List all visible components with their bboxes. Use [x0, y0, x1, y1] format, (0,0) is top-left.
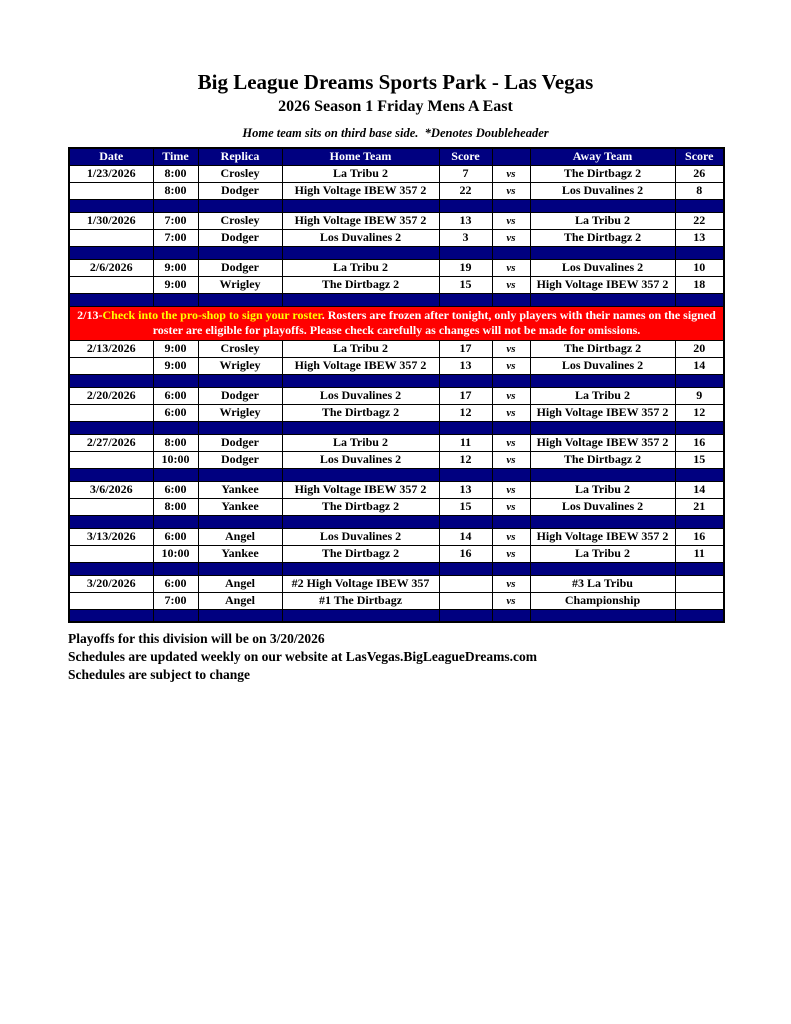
home-team-cell: La Tribu 2	[282, 259, 439, 276]
game-row	[69, 545, 724, 562]
away-team-cell: The Dirtbagz 2	[530, 340, 675, 357]
home-score-cell: 12	[439, 451, 492, 468]
separator-cell	[492, 562, 530, 575]
away-score-cell: 14	[675, 481, 724, 498]
separator-cell	[282, 421, 439, 434]
separator-cell	[675, 421, 724, 434]
game-row	[69, 481, 724, 498]
game-row	[69, 498, 724, 515]
home-team-cell: Los Duvalines 2	[282, 229, 439, 246]
separator-cell	[439, 421, 492, 434]
replica-cell: Angel	[198, 575, 282, 592]
separator-cell	[198, 246, 282, 259]
away-team-cell: Los Duvalines 2	[530, 357, 675, 374]
time-cell: 6:00	[153, 481, 198, 498]
separator-row	[69, 293, 724, 306]
separator-cell	[675, 293, 724, 306]
separator-cell	[153, 562, 198, 575]
separator-cell	[439, 199, 492, 212]
away-team-cell: La Tribu 2	[530, 212, 675, 229]
home-team-cell: The Dirtbagz 2	[282, 276, 439, 293]
vs-cell: vs	[492, 229, 530, 246]
separator-cell	[153, 515, 198, 528]
home-score-cell: 15	[439, 498, 492, 515]
date-cell: 2/27/2026	[69, 434, 153, 451]
away-score-cell: 26	[675, 165, 724, 182]
away-score-cell: 18	[675, 276, 724, 293]
separator-cell	[492, 515, 530, 528]
home-score-cell: 11	[439, 434, 492, 451]
separator-row	[69, 199, 724, 212]
time-cell: 9:00	[153, 357, 198, 374]
schedule-body	[69, 165, 724, 622]
vs-cell: vs	[492, 340, 530, 357]
away-team-cell: The Dirtbagz 2	[530, 451, 675, 468]
footer-website-line: Schedules are updated weekly on our website at LasVegas.BigLeagueDreams.com	[68, 649, 538, 665]
replica-cell: Yankee	[198, 481, 282, 498]
separator-cell	[439, 246, 492, 259]
game-row	[69, 182, 724, 199]
page-subtitle: 2026 Season 1 Friday Mens A East	[278, 98, 513, 116]
separator-row	[69, 374, 724, 387]
away-score-cell: 14	[675, 357, 724, 374]
separator-cell	[492, 421, 530, 434]
separator-row	[69, 421, 724, 434]
time-cell: 10:00	[153, 451, 198, 468]
home-team-cell: High Voltage IBEW 357 2	[282, 182, 439, 199]
time-cell: 8:00	[153, 165, 198, 182]
replica-cell: Crosley	[198, 212, 282, 229]
separator-cell	[69, 293, 153, 306]
header-date: Date	[69, 148, 153, 165]
header-time: Time	[153, 148, 198, 165]
replica-cell: Wrigley	[198, 276, 282, 293]
separator-cell	[439, 515, 492, 528]
separator-cell	[530, 246, 675, 259]
replica-cell: Dodger	[198, 182, 282, 199]
separator-cell	[198, 199, 282, 212]
separator-row	[69, 562, 724, 575]
game-row	[69, 259, 724, 276]
separator-cell	[198, 421, 282, 434]
time-cell: 10:00	[153, 545, 198, 562]
home-team-cell: High Voltage IBEW 357 2	[282, 481, 439, 498]
replica-cell: Yankee	[198, 498, 282, 515]
schedule-table	[68, 147, 725, 623]
separator-cell	[153, 468, 198, 481]
vs-cell: vs	[492, 592, 530, 609]
vs-cell: vs	[492, 545, 530, 562]
away-score-cell: 21	[675, 498, 724, 515]
away-score-cell: 13	[675, 229, 724, 246]
footer-change-line: Schedules are subject to change	[68, 666, 250, 682]
away-score-cell	[675, 592, 724, 609]
away-team-cell: High Voltage IBEW 357 2	[530, 528, 675, 545]
away-team-cell: The Dirtbagz 2	[530, 229, 675, 246]
replica-cell: Wrigley	[198, 357, 282, 374]
replica-cell: Crosley	[198, 340, 282, 357]
separator-cell	[69, 246, 153, 259]
notice-cell	[69, 306, 724, 340]
away-team-cell: La Tribu 2	[530, 481, 675, 498]
header-vs	[492, 148, 530, 165]
away-score-cell: 16	[675, 528, 724, 545]
away-score-cell: 22	[675, 212, 724, 229]
separator-cell	[439, 468, 492, 481]
home-score-cell: 13	[439, 481, 492, 498]
home-score-cell: 17	[439, 340, 492, 357]
away-team-cell: Los Duvalines 2	[530, 498, 675, 515]
away-score-cell: 20	[675, 340, 724, 357]
away-score-cell: 9	[675, 387, 724, 404]
separator-cell	[492, 246, 530, 259]
notice-prefix: 2/13-	[77, 307, 103, 322]
away-score-cell: 8	[675, 182, 724, 199]
separator-cell	[282, 468, 439, 481]
home-team-cell: Los Duvalines 2	[282, 387, 439, 404]
vs-cell: vs	[492, 528, 530, 545]
separator-cell	[530, 199, 675, 212]
date-cell: 3/20/2026	[69, 575, 153, 592]
home-team-cell: High Voltage IBEW 357 2	[282, 212, 439, 229]
separator-cell	[69, 199, 153, 212]
vs-cell: vs	[492, 575, 530, 592]
home-team-cell: The Dirtbagz 2	[282, 498, 439, 515]
separator-cell	[198, 515, 282, 528]
vs-cell: vs	[492, 387, 530, 404]
home-team-cell: The Dirtbagz 2	[282, 404, 439, 421]
separator-cell	[282, 515, 439, 528]
separator-cell	[153, 293, 198, 306]
separator-cell	[675, 515, 724, 528]
separator-cell	[282, 609, 439, 622]
time-cell: 6:00	[153, 404, 198, 421]
date-cell	[69, 357, 153, 374]
replica-cell: Angel	[198, 592, 282, 609]
notice-row	[69, 306, 724, 340]
time-cell: 6:00	[153, 528, 198, 545]
time-cell: 8:00	[153, 498, 198, 515]
game-row	[69, 528, 724, 545]
time-cell: 9:00	[153, 340, 198, 357]
home-team-cell: High Voltage IBEW 357 2	[282, 357, 439, 374]
separator-cell	[492, 374, 530, 387]
home-team-cell: Los Duvalines 2	[282, 528, 439, 545]
replica-cell: Wrigley	[198, 404, 282, 421]
footer-playoffs-line: Playoffs for this division will be on 3/20/2026	[68, 631, 325, 647]
separator-cell	[439, 609, 492, 622]
home-score-cell: 14	[439, 528, 492, 545]
home-team-cell: The Dirtbagz 2	[282, 545, 439, 562]
away-team-cell: High Voltage IBEW 357 2	[530, 404, 675, 421]
time-cell: 7:00	[153, 592, 198, 609]
separator-cell	[530, 293, 675, 306]
separator-cell	[675, 374, 724, 387]
date-cell: 3/13/2026	[69, 528, 153, 545]
replica-cell: Dodger	[198, 434, 282, 451]
separator-cell	[198, 293, 282, 306]
time-cell: 9:00	[153, 276, 198, 293]
separator-cell	[439, 293, 492, 306]
separator-cell	[198, 468, 282, 481]
separator-cell	[153, 199, 198, 212]
away-team-cell: #3 La Tribu	[530, 575, 675, 592]
footer	[68, 630, 791, 683]
home-team-cell: La Tribu 2	[282, 340, 439, 357]
separator-cell	[492, 468, 530, 481]
away-team-cell: The Dirtbagz 2	[530, 165, 675, 182]
replica-cell: Dodger	[198, 229, 282, 246]
away-score-cell: 16	[675, 434, 724, 451]
home-score-cell: 7	[439, 165, 492, 182]
time-cell: 9:00	[153, 259, 198, 276]
separator-row	[69, 468, 724, 481]
header-replica: Replica	[198, 148, 282, 165]
away-team-cell: Los Duvalines 2	[530, 182, 675, 199]
home-team-cell: #2 High Voltage IBEW 357	[282, 575, 439, 592]
separator-cell	[153, 246, 198, 259]
home-score-cell: 22	[439, 182, 492, 199]
replica-cell: Dodger	[198, 451, 282, 468]
replica-cell: Angel	[198, 528, 282, 545]
separator-cell	[439, 374, 492, 387]
vs-cell: vs	[492, 182, 530, 199]
game-row	[69, 387, 724, 404]
header-home-score: Score	[439, 148, 492, 165]
date-cell	[69, 451, 153, 468]
date-cell	[69, 276, 153, 293]
separator-cell	[69, 609, 153, 622]
away-score-cell	[675, 575, 724, 592]
separator-cell	[530, 468, 675, 481]
home-team-cell: La Tribu 2	[282, 434, 439, 451]
time-cell: 7:00	[153, 229, 198, 246]
separator-cell	[530, 374, 675, 387]
replica-cell: Dodger	[198, 387, 282, 404]
date-cell: 2/6/2026	[69, 259, 153, 276]
replica-cell: Dodger	[198, 259, 282, 276]
vs-cell: vs	[492, 481, 530, 498]
separator-row	[69, 246, 724, 259]
away-team-cell: Championship	[530, 592, 675, 609]
page-title: Big League Dreams Sports Park - Las Vegas	[197, 70, 594, 94]
time-cell: 7:00	[153, 212, 198, 229]
separator-row	[69, 609, 724, 622]
home-score-cell: 12	[439, 404, 492, 421]
away-score-cell: 11	[675, 545, 724, 562]
separator-cell	[492, 199, 530, 212]
separator-cell	[675, 246, 724, 259]
separator-cell	[282, 562, 439, 575]
vs-cell: vs	[492, 212, 530, 229]
separator-cell	[282, 246, 439, 259]
game-row	[69, 212, 724, 229]
header-away-team: Away Team	[530, 148, 675, 165]
away-score-cell: 12	[675, 404, 724, 421]
home-score-cell	[439, 592, 492, 609]
vs-cell: vs	[492, 451, 530, 468]
vs-cell: vs	[492, 165, 530, 182]
away-score-cell: 15	[675, 451, 724, 468]
home-score-cell: 19	[439, 259, 492, 276]
away-team-cell: La Tribu 2	[530, 545, 675, 562]
home-score-cell	[439, 575, 492, 592]
separator-cell	[675, 199, 724, 212]
away-team-cell: High Voltage IBEW 357 2	[530, 276, 675, 293]
home-score-cell: 17	[439, 387, 492, 404]
separator-cell	[69, 468, 153, 481]
header-away-score: Score	[675, 148, 724, 165]
date-cell: 1/30/2026	[69, 212, 153, 229]
date-cell	[69, 545, 153, 562]
separator-cell	[153, 374, 198, 387]
separator-cell	[675, 562, 724, 575]
note-line: Home team sits on third base side. *Denotes Doubleheader	[242, 126, 549, 141]
game-row	[69, 165, 724, 182]
date-cell	[69, 404, 153, 421]
separator-cell	[198, 374, 282, 387]
vs-cell: vs	[492, 434, 530, 451]
separator-cell	[198, 609, 282, 622]
notice-highlight: Check into the pro-shop to sign your roster	[102, 307, 322, 322]
separator-cell	[282, 199, 439, 212]
vs-cell: vs	[492, 357, 530, 374]
separator-row	[69, 515, 724, 528]
date-cell	[69, 229, 153, 246]
away-team-cell: Los Duvalines 2	[530, 259, 675, 276]
game-row	[69, 575, 724, 592]
home-score-cell: 15	[439, 276, 492, 293]
date-cell: 3/6/2026	[69, 481, 153, 498]
vs-cell: vs	[492, 276, 530, 293]
home-team-cell: La Tribu 2	[282, 165, 439, 182]
separator-cell	[675, 468, 724, 481]
separator-cell	[198, 562, 282, 575]
home-team-cell: Los Duvalines 2	[282, 451, 439, 468]
separator-cell	[439, 562, 492, 575]
separator-cell	[153, 609, 198, 622]
game-row	[69, 592, 724, 609]
separator-cell	[153, 421, 198, 434]
vs-cell: vs	[492, 498, 530, 515]
date-cell	[69, 182, 153, 199]
date-cell: 2/20/2026	[69, 387, 153, 404]
game-row	[69, 276, 724, 293]
home-team-cell: #1 The Dirtbagz	[282, 592, 439, 609]
header-row	[69, 148, 724, 165]
away-team-cell: High Voltage IBEW 357 2	[530, 434, 675, 451]
date-cell: 2/13/2026	[69, 340, 153, 357]
time-cell: 6:00	[153, 575, 198, 592]
separator-cell	[675, 609, 724, 622]
header-home-team: Home Team	[282, 148, 439, 165]
home-score-cell: 16	[439, 545, 492, 562]
home-score-cell: 13	[439, 212, 492, 229]
date-cell	[69, 592, 153, 609]
vs-cell: vs	[492, 404, 530, 421]
separator-cell	[492, 609, 530, 622]
replica-cell: Yankee	[198, 545, 282, 562]
separator-cell	[69, 374, 153, 387]
separator-cell	[530, 562, 675, 575]
separator-cell	[530, 609, 675, 622]
game-row	[69, 451, 724, 468]
time-cell: 8:00	[153, 182, 198, 199]
notice-rest: . Rosters are frozen after tonight, only players with their names on the signed roster are eligible for playoffs. Please check carefully as changes will not be made for omissions.	[152, 307, 716, 338]
separator-cell	[69, 421, 153, 434]
game-row	[69, 404, 724, 421]
home-score-cell: 3	[439, 229, 492, 246]
game-row	[69, 340, 724, 357]
time-cell: 6:00	[153, 387, 198, 404]
vs-cell: vs	[492, 259, 530, 276]
game-row	[69, 434, 724, 451]
away-team-cell: La Tribu 2	[530, 387, 675, 404]
date-cell: 1/23/2026	[69, 165, 153, 182]
separator-cell	[282, 374, 439, 387]
time-cell: 8:00	[153, 434, 198, 451]
separator-cell	[530, 515, 675, 528]
game-row	[69, 229, 724, 246]
replica-cell: Crosley	[198, 165, 282, 182]
separator-cell	[69, 515, 153, 528]
home-score-cell: 13	[439, 357, 492, 374]
game-row	[69, 357, 724, 374]
separator-cell	[69, 562, 153, 575]
away-score-cell: 10	[675, 259, 724, 276]
separator-cell	[282, 293, 439, 306]
separator-cell	[530, 421, 675, 434]
separator-cell	[492, 293, 530, 306]
date-cell	[69, 498, 153, 515]
